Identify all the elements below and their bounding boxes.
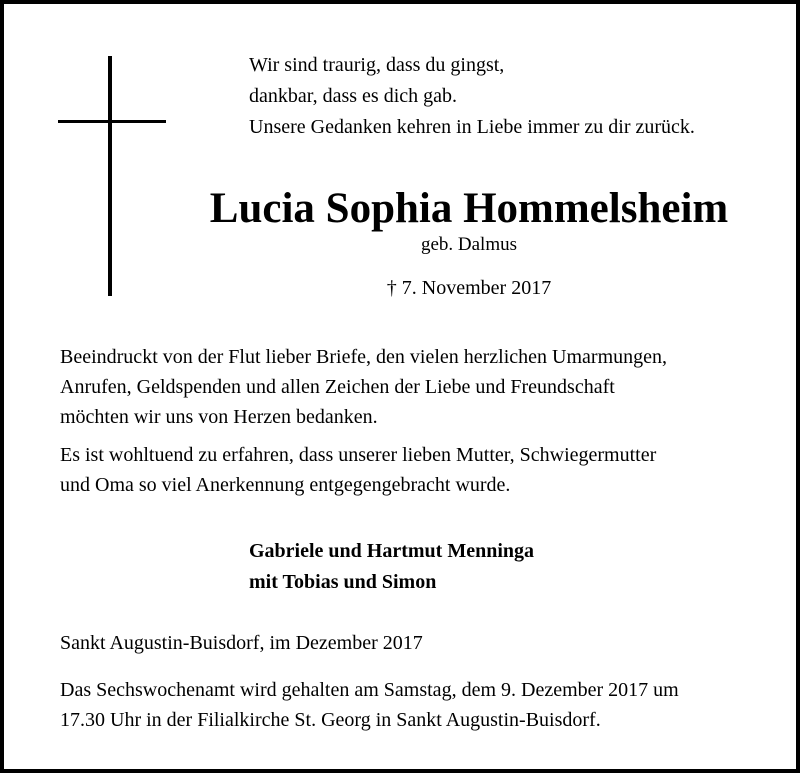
thanks-paragraph-2 bbox=[60, 440, 656, 500]
text-line: Es ist wohltuend zu erfahren, dass unserer lieben Mutter, Schwiegermutter bbox=[60, 444, 657, 466]
text-line: und Oma so viel Anerkennung entgegengebracht wurde. bbox=[60, 474, 511, 496]
place-date: Sankt Augustin-Buisdorf, im Dezember 2017 bbox=[60, 632, 423, 654]
poem-line: Unsere Gedanken kehren in Liebe immer zu dir zurück. bbox=[249, 116, 695, 138]
death-date: † 7. November 2017 bbox=[386, 277, 552, 299]
text-line: Das Sechswochenamt wird gehalten am Samstag, dem 9. Dezember 2017 um bbox=[60, 679, 679, 701]
text-line: möchten wir uns von Herzen bedanken. bbox=[60, 406, 378, 428]
birth-name: geb. Dalmus bbox=[420, 234, 518, 255]
family-signature bbox=[249, 536, 534, 598]
cross-horizontal-bar bbox=[58, 120, 166, 123]
text-line: Beeindruckt von der Flut lieber Briefe, den vielen herzlichen Umarmungen, bbox=[60, 346, 668, 368]
deceased-name: Lucia Sophia Hommelsheim bbox=[209, 185, 729, 232]
poem-line: dankbar, dass es dich gab. bbox=[249, 85, 458, 107]
memorial-poem bbox=[249, 50, 695, 143]
cross-icon bbox=[58, 56, 166, 296]
text-line: Anrufen, Geldspenden und allen Zeichen der Liebe und Freundschaft bbox=[60, 376, 615, 398]
mass-notice bbox=[60, 675, 679, 735]
cross-vertical-bar bbox=[108, 56, 112, 296]
signature-line: Gabriele und Hartmut Menninga bbox=[249, 540, 535, 562]
poem-line: Wir sind traurig, dass du gingst, bbox=[249, 54, 505, 76]
text-line: 17.30 Uhr in der Filialkirche St. Georg in Sankt Augustin-Buisdorf. bbox=[60, 709, 601, 731]
thanks-paragraph-1 bbox=[60, 342, 667, 432]
signature-line: mit Tobias und Simon bbox=[249, 571, 437, 593]
